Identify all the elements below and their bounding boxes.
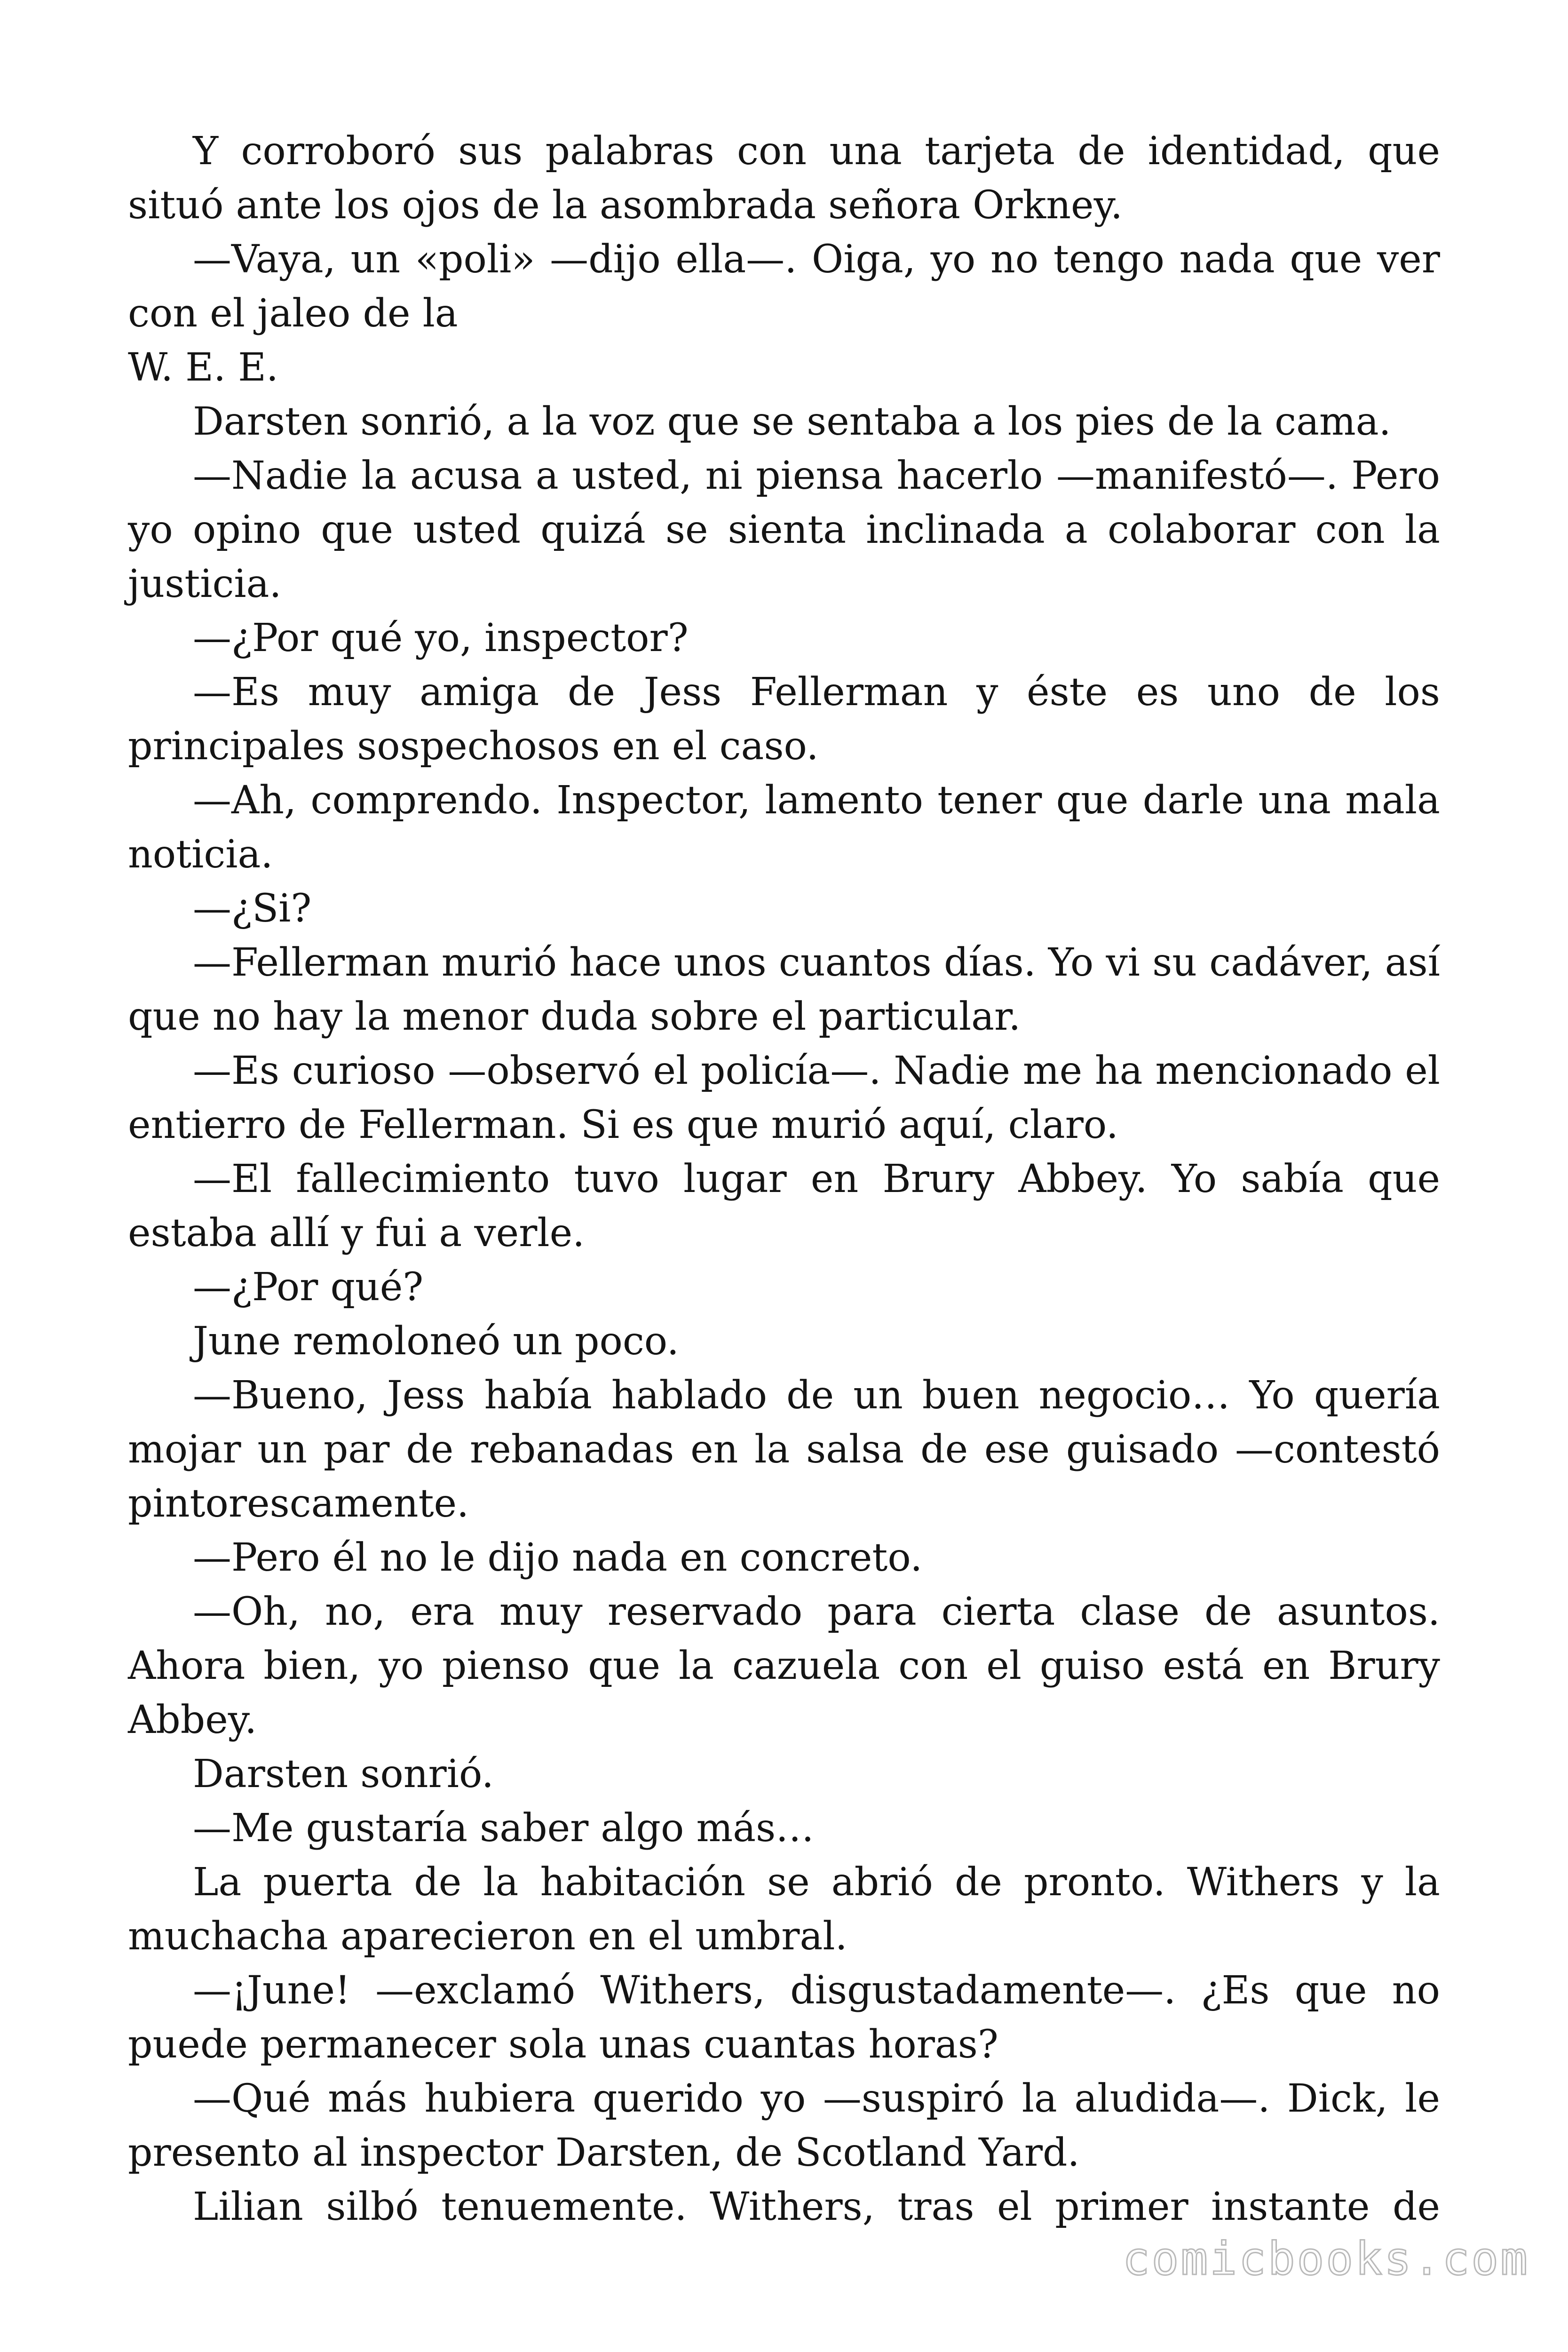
paragraph: —Fellerman murió hace unos cuantos días. Yo vi su cadáver, así que no hay la menor duda sobre el particular. <box>128 940 1440 1039</box>
paragraph: Y corroboró sus palabras con una tarjeta de identidad, que situó ante los ojos de la asombrada señora Orkney. <box>128 129 1440 228</box>
paragraph: —Me gustaría saber algo más… <box>193 1806 815 1851</box>
paragraph: Darsten sonrió, a la voz que se sentaba a los pies de la cama. <box>193 399 1391 444</box>
paragraph: —¡June! —exclamó Withers, disgustadamente—. ¿Es que no puede permanecer sola unas cuantas horas? <box>128 1968 1440 2067</box>
paragraph: —Qué más hubiera querido yo —suspiró la aludida—. Dick, le presento al inspector Darsten, de Scotland Yard. <box>128 2076 1440 2175</box>
paragraph: —Vaya, un «poli» —dijo ella—. Oiga, yo no tengo nada que ver con el jaleo de la <box>128 237 1440 336</box>
paragraph: —El fallecimiento tuvo lugar en Brury Abbey. Yo sabía que estaba allí y fui a verle. <box>128 1157 1440 1255</box>
paragraph: —Es muy amiga de Jess Fellerman y éste es uno de los principales sospechosos en el caso. <box>128 670 1440 769</box>
paragraph: —Oh, no, era muy reservado para cierta clase de asuntos. Ahora bien, yo pienso que la cazuela con el guiso está en Brury Abbey. <box>128 1589 1440 1742</box>
paragraph: —¿Por qué? <box>193 1265 424 1310</box>
paragraph-continues: Lilian silbó tenuemente. Withers, tras el primer instante de <box>193 2185 1440 2229</box>
paragraph: June remoloneó un poco. <box>193 1319 679 1364</box>
paragraph: —¿Por qué yo, inspector? <box>193 616 689 660</box>
paragraph: Darsten sonrió. <box>193 1752 494 1796</box>
paragraph: —Es curioso —observó el policía—. Nadie me ha mencionado el entierro de Fellerman. Si es que murió aquí, claro. <box>128 1049 1440 1147</box>
paragraph: —¿Si? <box>193 886 312 931</box>
book-page-text <box>128 124 1440 2234</box>
paragraph: —Pero él no le dijo nada en concreto. <box>193 1535 923 1580</box>
paragraph: W. E. E. <box>128 345 278 390</box>
paragraph: La puerta de la habitación se abrió de pronto. Withers y la muchacha aparecieron en el umbral. <box>128 1860 1440 1959</box>
paragraph: —Nadie la acusa a usted, ni piensa hacerlo —manifestó—. Pero yo opino que usted quizá se sienta inclinada a colaborar con la justicia. <box>128 453 1440 606</box>
paragraph: —Ah, comprendo. Inspector, lamento tener que darle una mala noticia. <box>128 778 1440 877</box>
watermark: comicbooks.com <box>1122 2233 1529 2285</box>
paragraph: —Bueno, Jess había hablado de un buen negocio… Yo quería mojar un par de rebanadas en la salsa de ese guisado —contestó pintorescamente. <box>128 1373 1440 1526</box>
